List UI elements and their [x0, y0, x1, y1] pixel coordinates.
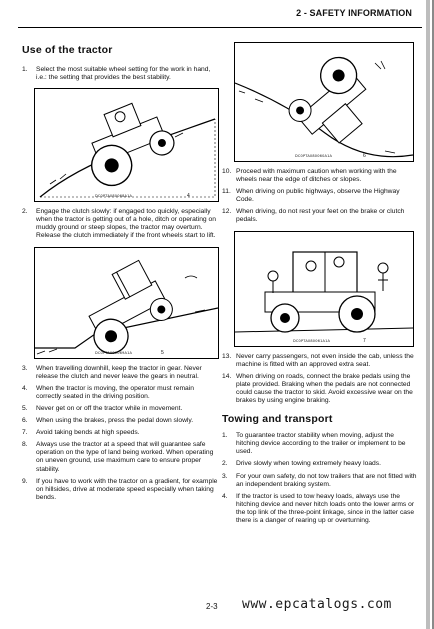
item-text: Engage the clutch slowly: if engaged too quickly, especially when the tractor is getting out of a hole, ditch or operating on muddy ground or steep slopes, the tractor may overturn. Release the clutch immediately if the front wheels start to lift. — [36, 208, 216, 240]
header-title: 2 - SAFETY INFORMATION — [296, 8, 412, 18]
item-text: To guarantee tractor stability when moving, adjust the hitching device according to the trailer or implement to be used. — [236, 432, 406, 456]
section-title-use: Use of the tractor — [22, 44, 113, 56]
figure-4-tractor-hillside — [34, 88, 219, 202]
item-number: 3. — [22, 364, 28, 372]
figure-7-tractor-passengers — [234, 231, 414, 347]
list-item — [22, 478, 218, 502]
page-number: 2-3 — [206, 602, 218, 611]
item-text: When driving on public highways, observe the Highway Code. — [236, 188, 400, 204]
list-item — [222, 168, 418, 184]
item-text: If the tractor is used to tow heavy loads, always use the hitching device and never hitch loads onto the lower arms or the top link of the three-point linkage, since in the latter case there is a danger of rearing up or overturning. — [236, 492, 415, 524]
list-item — [222, 353, 418, 369]
item-text: When the tractor is moving, the operator must remain correctly seated in the driving position. — [36, 384, 194, 400]
item-number: 2. — [22, 208, 28, 216]
list-item — [222, 460, 418, 468]
item-number: 2. — [222, 460, 228, 468]
list-item — [22, 66, 218, 82]
list-item — [22, 417, 218, 425]
safety-list-left — [22, 365, 218, 502]
item-number: 13. — [222, 352, 232, 360]
left-column — [22, 38, 218, 506]
figure-caption: DC0PTA080068A1A — [95, 194, 133, 199]
item-number: 8. — [22, 441, 28, 449]
item-number: 1. — [22, 66, 28, 73]
item-number: 7. — [22, 429, 28, 437]
item-text: Always use the tractor at a speed that will guarantee safe operation on the type of land being worked. When operating on uneven ground, use maximum care to ensure proper stability. — [36, 441, 214, 473]
figure-number: 5 — [161, 349, 164, 356]
item-text: Select the most suitable wheel setting for the work in hand, i.e.: the setting that provides the best stability. — [36, 66, 211, 82]
item-number: 4. — [22, 384, 28, 392]
figure-number: 7 — [363, 337, 366, 344]
list-item — [222, 432, 418, 456]
item-text: When driving on roads, connect the brake pedals using the plate provided. Braking when the pedals are not connected could cause the tractor to skid. Avoid excessive wear on the brakes by using engine braking. — [236, 372, 413, 405]
item-text: Proceed with maximum caution when working with the wheels near the edge of ditches or slopes. — [236, 168, 397, 184]
list-item — [22, 208, 218, 240]
figure-number: 4 — [187, 193, 190, 200]
figure-caption: DC0PTA080060A1A — [295, 154, 333, 158]
figure-6-tractor-overturned — [234, 42, 414, 162]
safety-list-right-a — [222, 168, 418, 225]
item-text: When using the brakes, press the pedal down slowly. — [36, 417, 194, 425]
list-item — [222, 373, 418, 405]
safety-list-right-b — [222, 353, 418, 406]
item-text: Drive slowly when towing extremely heavy loads. — [236, 460, 381, 468]
item-number: 6. — [22, 417, 28, 425]
item-number: 3. — [222, 472, 228, 480]
item-number: 10. — [222, 168, 232, 175]
item-number: 4. — [222, 492, 228, 500]
page-footer — [0, 592, 434, 629]
towing-list — [222, 432, 418, 525]
item-number: 12. — [222, 208, 232, 216]
item-number: 5. — [22, 404, 28, 412]
figure-number: 6 — [363, 153, 366, 159]
item-text: If you have to work with the tractor on a gradient, for example on hillsides, drive at moderate speed especially when taking bends. — [36, 477, 218, 501]
list-item — [22, 405, 218, 413]
item-text: Never get on or off the tractor while in movement. — [36, 404, 183, 412]
tractor-tipping-illustration — [35, 89, 218, 201]
tractor-overturned-illustration — [235, 43, 413, 161]
list-item — [222, 208, 418, 224]
item-text: When travelling downhill, keep the tractor in gear. Never release the clutch and never leave the gears in neutral. — [36, 364, 202, 380]
list-item — [22, 429, 218, 437]
list-item — [222, 188, 418, 204]
figure-caption: DC0PTA080069A1A — [95, 350, 133, 355]
figure-caption: DC0PTA080061A1A — [293, 338, 331, 343]
page-header — [0, 0, 434, 30]
item-text: Avoid taking bends at high speeds. — [36, 429, 140, 437]
item-text: When driving, do not rest your feet on the brake or clutch pedals. — [236, 208, 405, 224]
watermark-url: www.epcatalogs.com — [242, 597, 392, 612]
tractor-passengers-illustration — [235, 232, 413, 346]
list-item — [222, 473, 418, 489]
header-rule — [18, 27, 422, 28]
tractor-climbing-illustration — [35, 248, 218, 358]
item-text: Never carry passengers, not even inside the cab, unless the machine is fitted with an approved extra seat. — [236, 352, 414, 368]
item-number: 11. — [222, 188, 231, 196]
item-number: 1. — [222, 432, 228, 440]
right-column — [222, 40, 418, 529]
list-item — [22, 441, 218, 473]
list-item — [22, 385, 218, 401]
page-edge-shadow — [426, 0, 430, 629]
list-item — [22, 365, 218, 381]
section-title-towing: Towing and transport — [222, 413, 333, 426]
item-number: 9. — [22, 477, 28, 485]
figure-5-tractor-ditch — [34, 247, 219, 359]
item-text: For your own safety, do not tow trailers that are not fitted with an independent braking system. — [236, 472, 417, 488]
item-number: 14. — [222, 372, 232, 380]
list-item — [222, 493, 418, 525]
